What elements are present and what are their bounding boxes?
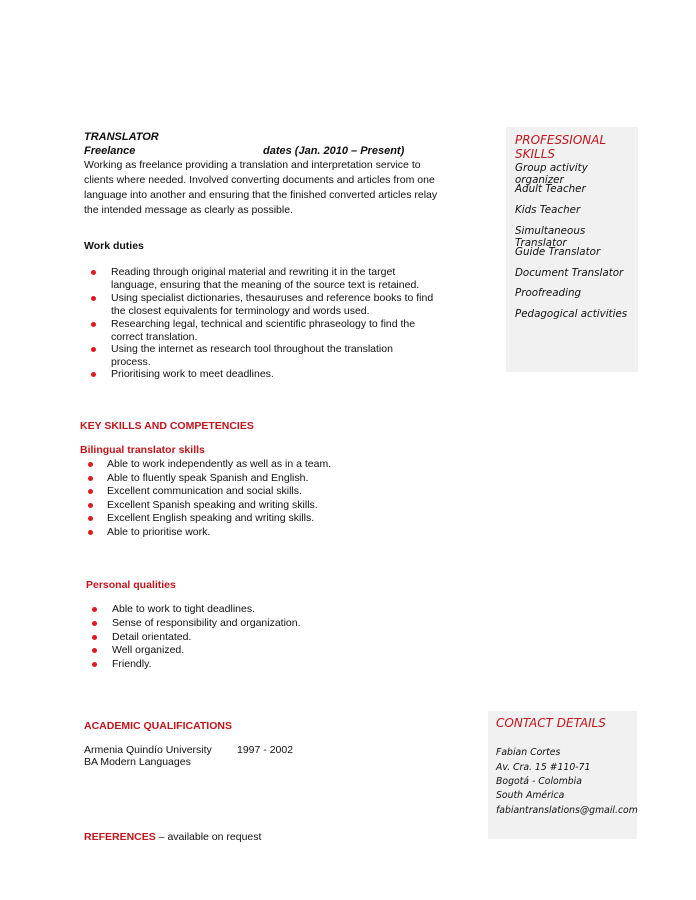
list-item-text: the closest equivalents for terminology and words used. — [111, 304, 370, 317]
list-item — [86, 512, 406, 526]
list-item — [91, 603, 411, 617]
list-item-text: Researching legal, technical and scientific phraseology to find the — [111, 318, 416, 330]
bullet-icon — [88, 503, 93, 508]
bullet-icon — [91, 372, 96, 377]
contact-details-panel — [488, 711, 637, 839]
list-item-text: Sense of responsibility and organization. — [112, 616, 301, 629]
job-title: TRANSLATOR — [84, 131, 159, 143]
skills-subheading: Bilingual translator skills — [80, 444, 205, 456]
bullet-icon — [92, 662, 97, 667]
list-item-text: Excellent communication and social skills. — [107, 485, 302, 497]
list-item-text: Able to fluently speak Spanish and English. — [107, 471, 309, 484]
contact-address: Av. Cra. 15 #110-71 — [496, 762, 591, 773]
skill-item: Adult Teacher — [515, 183, 586, 195]
list-item-text: Able to work to tight deadlines. — [112, 603, 256, 615]
list-item-text: Using specialist dictionaries, thesauruses and reference books to find — [111, 292, 434, 304]
list-item-text: language, ensuring that the meaning of the source text is retained. — [111, 278, 420, 291]
list-item — [86, 458, 406, 472]
skill-item: Kids Teacher — [515, 204, 581, 216]
list-item — [90, 292, 440, 318]
job-role: Freelance — [84, 145, 136, 157]
skill-item: Pedagogical activities — [515, 308, 628, 320]
bullet-icon — [88, 489, 93, 494]
personal-list — [91, 603, 411, 672]
bullet-icon — [92, 648, 97, 653]
work-duties-list — [90, 266, 440, 382]
list-item — [90, 343, 440, 368]
description-line: language into another and ensuring that the finished converted articles relay — [84, 189, 438, 201]
list-item-text: Reading through original material and rewriting it in the target — [111, 266, 396, 278]
list-item-text: Well organized. — [112, 644, 185, 657]
skill-item: Proofreading — [515, 287, 582, 299]
bullet-icon — [92, 621, 97, 626]
list-item-text: Excellent Spanish speaking and writing skills. — [107, 498, 318, 511]
bullet-icon — [88, 530, 93, 535]
job-description — [84, 158, 444, 218]
list-item — [90, 266, 440, 292]
academic-institution: Armenia Quindío University — [84, 744, 212, 756]
list-item — [90, 368, 440, 382]
contact-name: Fabian Cortes — [496, 747, 561, 758]
list-item — [86, 499, 406, 513]
bullet-icon — [91, 270, 96, 275]
academic-heading: ACADEMIC QUALIFICATIONS — [84, 720, 232, 732]
academic-degree: BA Modern Languages — [84, 756, 191, 768]
description-line: Working as freelance providing a translation and interpretation service to — [84, 159, 421, 171]
skill-item: Guide Translator — [515, 246, 601, 258]
bullet-icon — [92, 635, 97, 640]
skill-item: Group activity organizer — [515, 162, 588, 186]
list-item — [91, 617, 411, 631]
contact-region: South América — [496, 790, 565, 801]
references-text: – available on request — [155, 831, 262, 843]
bullet-icon — [88, 516, 93, 521]
bullet-icon — [91, 347, 96, 352]
list-item — [90, 318, 440, 343]
list-item — [91, 631, 411, 645]
bullet-icon — [91, 322, 96, 327]
academic-years: 1997 - 2002 — [237, 744, 294, 756]
contact-city: Bogotá - Colombia — [496, 776, 582, 787]
list-item — [86, 472, 406, 486]
skill-item: Document Translator — [515, 267, 624, 279]
bullet-icon — [92, 607, 97, 612]
skill-item: Simultaneous Translator — [515, 225, 586, 249]
description-line: clients where needed. Involved converting documents and articles from one — [84, 174, 435, 186]
list-item — [86, 526, 406, 540]
list-item-text: Able to work independently as well as in a team. — [107, 458, 332, 470]
job-dates: dates (Jan. 2010 – Present) — [263, 145, 405, 157]
description-line: the intended message as clearly as possible. — [84, 204, 293, 216]
list-item-text: Friendly. — [112, 658, 152, 671]
personal-heading: Personal qualities — [86, 579, 176, 591]
work-duties-heading: Work duties — [84, 240, 144, 252]
bullet-icon — [88, 462, 93, 467]
bullet-icon — [91, 296, 96, 301]
skills-list — [86, 458, 406, 539]
list-item-text: Able to prioritise work. — [107, 525, 211, 538]
list-item — [91, 658, 411, 672]
bullet-icon — [88, 476, 93, 481]
contact-details-title: CONTACT DETAILS — [496, 716, 606, 730]
professional-skills-title: PROFESSIONAL SKILLS — [515, 133, 607, 161]
list-item — [86, 485, 406, 499]
list-item-text: correct translation. — [111, 330, 198, 343]
list-item-text: Prioritising work to meet deadlines. — [111, 368, 274, 380]
references-label: REFERENCES — [84, 831, 156, 843]
list-item-text: Detail orientated. — [112, 630, 192, 643]
references — [84, 831, 261, 843]
skills-heading: KEY SKILLS AND COMPETENCIES — [80, 420, 254, 432]
contact-email[interactable]: fabiantranslations@gmail.com — [496, 805, 638, 816]
professional-skills-panel — [506, 127, 638, 372]
list-item-text: Excellent English speaking and writing skills. — [107, 512, 315, 524]
list-item — [91, 644, 411, 658]
list-item-text: Using the internet as research tool throughout the translation — [111, 343, 393, 355]
list-item-text: process. — [111, 355, 151, 368]
